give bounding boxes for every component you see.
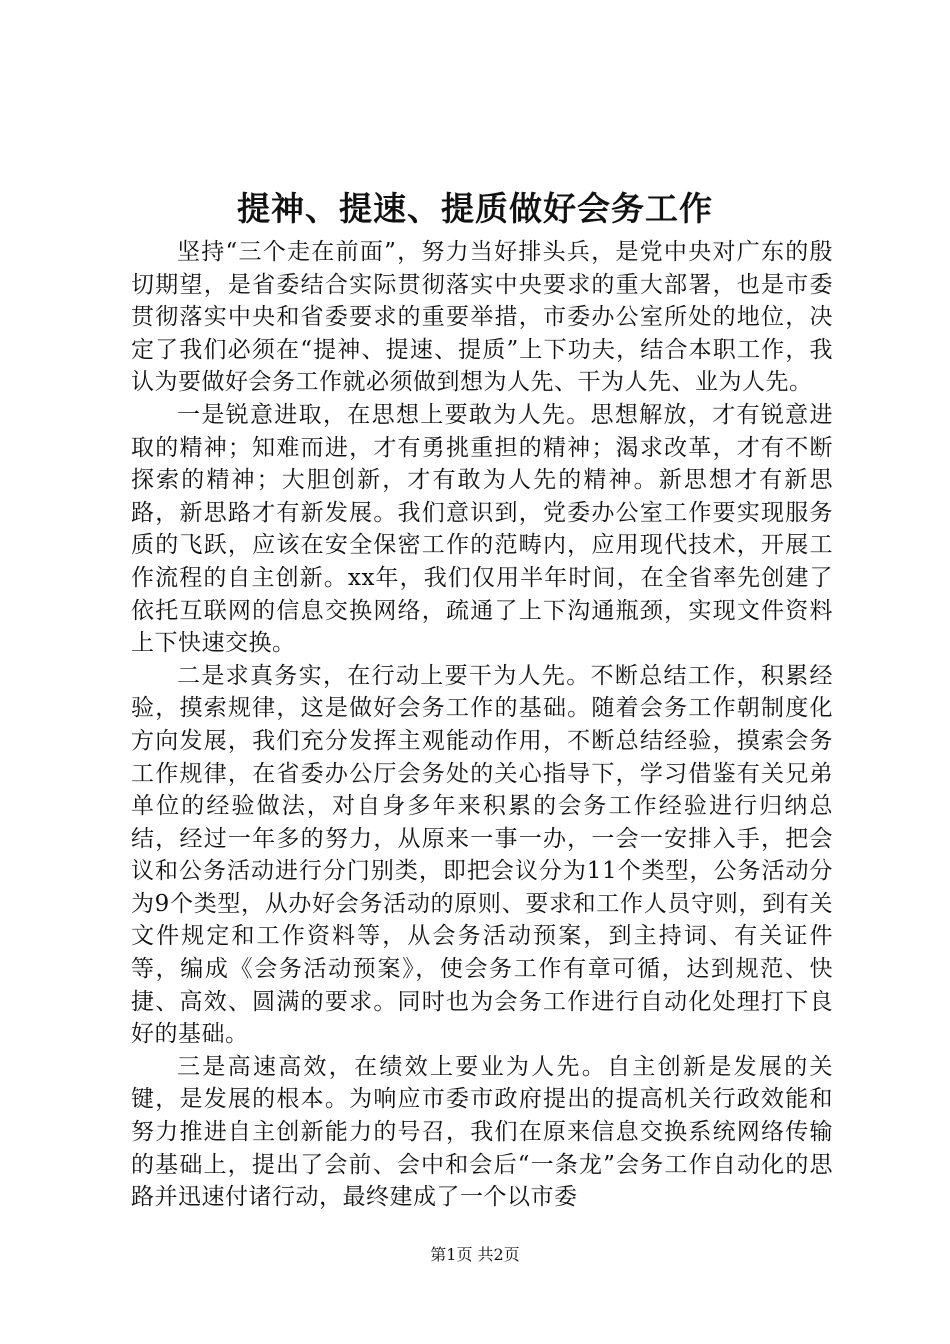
paragraph-point-two: 二是求真务实，在行动上要干为人先。不断总结工作，积累经验，摸索规律，这是做好会务工作的基础。随着会务工作朝制度化方向发展，我们充分发挥主观能动作用，不断总结经验，摸索会务工作规律，在省委办公厅会务处的关心指导下，学习借鉴有关兄弟单位的经验做法，对自身多年来积累的会务工作经验进行归纳总结，经过一年多的努力，从原来一事一办，一会一安排入手，把会议和公务活动进行分门别类，即把会议分为11个类型，公务活动分为9个类型，从办好会务活动的原则、要求和工作人员守则，到有关文件规定和工作资料等，从会务活动预案，到主持词、有关证件等，编成《会务活动预案》，使会务工作有章可循，达到规范、快捷、高效、圆满的要求。同时也为会务工作进行自动化处理打下良好的基础。 bbox=[131, 662, 833, 1048]
document-title: 提神、提速、提质做好会务工作 bbox=[237, 189, 713, 228]
page-number-footer: 第1页 共2页 bbox=[430, 1245, 520, 1264]
paragraph-point-one: 一是锐意进取，在思想上要敢为人先。思想解放，才有锐意进取的精神；知难而进，才有勇挑重担的精神；渴求改革，才有不断探索的精神；大胆创新，才有敢为人先的精神。新思想才有新思路，新思路才有新发展。我们意识到，党委办公室工作要实现服务质的飞跃，应该在安全保密工作的范畴内，应用现代技术，开展工作流程的自主创新。xx年，我们仅用半年时间，在全省率先创建了依托互联网的信息交换网络，疏通了上下沟通瓶颈，实现文件资料上下快速交换。 bbox=[131, 401, 833, 657]
document-body bbox=[131, 236, 833, 1214]
paragraph-point-three: 三是高速高效，在绩效上要业为人先。自主创新是发展的关键，是发展的根本。为响应市委市政府提出的提高机关行政效能和努力推进自主创新能力的号召，我们在原来信息交换系统网络传输的基础上，提出了会前、会中和会后“一条龙”会务工作自动化的思路并迅速付诸行动，最终建成了一个以市委 bbox=[131, 1053, 833, 1211]
paragraph-intro: 坚持“三个走在前面”，努力当好排头兵，是党中央对广东的殷切期望，是省委结合实际贯彻落实中央要求的重大部署，也是市委贯彻落实中央和省委要求的重要举措，市委办公室所处的地位，决定了我们必须在“提神、提速、提质”上下功夫，结合本职工作，我认为要做好会务工作就必须做到想为人先、干为人先、业为人先。 bbox=[131, 239, 833, 396]
